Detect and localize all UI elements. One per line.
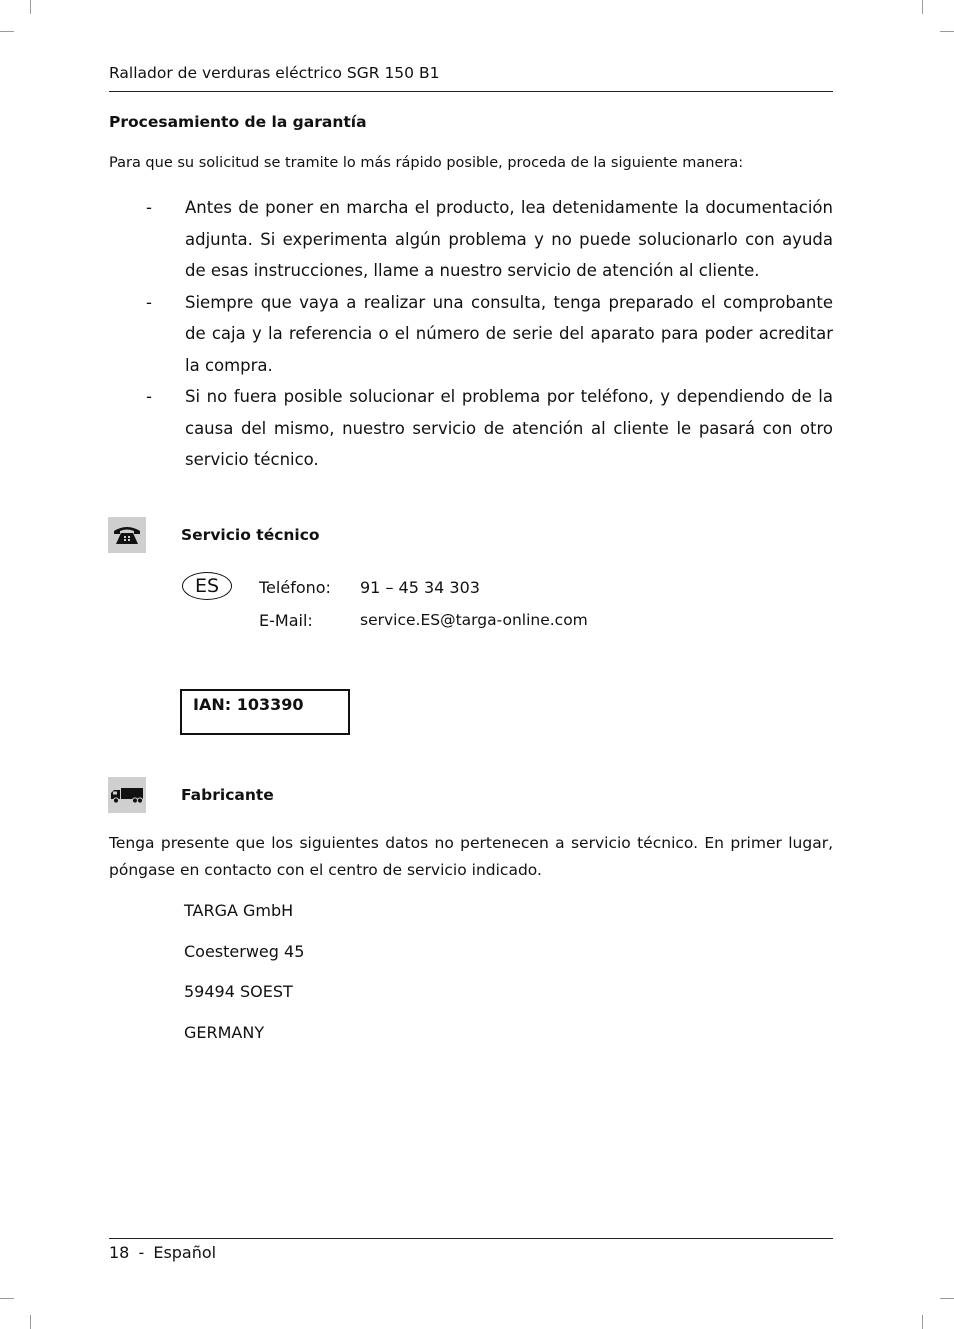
crop-mark <box>940 31 954 32</box>
address-line: TARGA GmbH <box>184 901 294 920</box>
email-label: E-Mail: <box>259 611 313 630</box>
footer-rule <box>109 1238 833 1239</box>
crop-mark <box>940 1298 954 1299</box>
bullet-text: Si no fuera posible solucionar el problema por teléfono, y dependiendo de la causa del mismo, nuestro servicio de atención al cliente le pasará con otro servicio técnico. <box>185 387 833 469</box>
bullet-text: Antes de poner en marcha el producto, lea detenidamente la documentación adjunta. Si experimenta algún problema y no puede solucionarlo con ayuda de esas instrucciones, llame a nuestro servicio de atención al cliente. <box>185 198 833 280</box>
list-item <box>146 287 833 382</box>
page-footer <box>109 1243 216 1262</box>
bullet-marker: - <box>146 292 152 312</box>
truck-icon <box>108 777 146 813</box>
running-header: Rallador de verduras eléctrico SGR 150 B1 <box>109 64 440 82</box>
list-item <box>146 381 833 476</box>
address-line: Coesterweg 45 <box>184 942 305 961</box>
bullet-marker: - <box>146 387 152 406</box>
warranty-bullet-list <box>146 192 833 476</box>
phone-value: 91 – 45 34 303 <box>360 578 480 597</box>
crop-mark <box>0 1298 14 1299</box>
crop-mark <box>0 31 14 32</box>
crop-mark <box>30 0 31 14</box>
section-heading-warranty: Procesamiento de la garantía <box>109 113 367 131</box>
warranty-intro: Para que su solicitud se tramite lo más rápido posible, proceda de la siguiente manera: <box>109 155 744 171</box>
telephone-icon <box>108 517 146 553</box>
address-line: 59494 SOEST <box>184 982 293 1001</box>
crop-mark <box>922 0 923 14</box>
page-number: 18 <box>109 1243 130 1262</box>
crop-mark <box>30 1315 31 1329</box>
footer-separator: - <box>138 1243 145 1262</box>
email-value: service.ES@targa-online.com <box>360 611 588 629</box>
ian-box <box>180 689 350 735</box>
manufacturer-notice: Tenga presente que los siguientes datos no pertenecen a servicio técnico. En primer lugar, póngase en contacto con el centro de servicio indicado. <box>109 834 833 879</box>
section-heading-manufacturer: Fabricante <box>181 786 274 804</box>
ian-text: IAN: 103390 <box>193 695 304 714</box>
header-rule <box>109 91 833 92</box>
crop-mark <box>922 1315 923 1329</box>
list-item <box>146 192 833 287</box>
country-badge: ES <box>182 572 232 600</box>
address-line: GERMANY <box>184 1023 265 1042</box>
bullet-marker: - <box>146 198 152 217</box>
bullet-text: Siempre que vaya a realizar una consulta, tenga preparado el comprobante de caja y la referencia o el número de serie del aparato para poder acreditar la compra. <box>185 292 833 375</box>
section-heading-service: Servicio técnico <box>181 526 320 544</box>
phone-label: Teléfono: <box>259 578 331 597</box>
footer-language: Español <box>153 1243 217 1262</box>
